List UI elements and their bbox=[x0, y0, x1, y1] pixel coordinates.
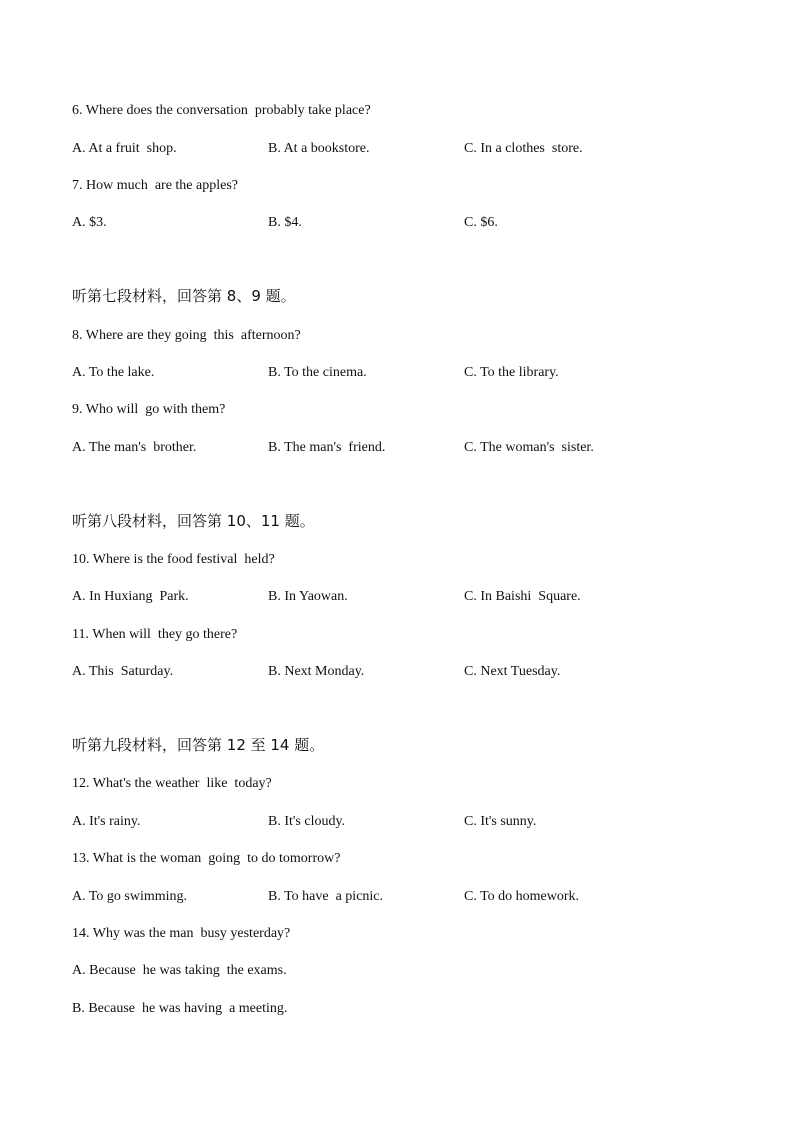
question-13: 13. What is the woman going to do tomorrow? bbox=[72, 851, 341, 866]
question-11: 11. When will they go there? bbox=[72, 627, 238, 642]
q9-option-a: A. The man's brother. bbox=[72, 440, 197, 455]
q7-option-b: B. $4. bbox=[268, 215, 302, 230]
q6-option-c: C. In a clothes store. bbox=[464, 141, 583, 156]
q14-option-b: B. Because he was having a meeting. bbox=[72, 1001, 288, 1016]
question-6: 6. Where does the conversation probably take place? bbox=[72, 103, 371, 118]
question-14: 14. Why was the man busy yesterday? bbox=[72, 926, 291, 941]
q9-option-c: C. The woman's sister. bbox=[464, 440, 594, 455]
section-heading-8: 听第八段材料，回答第 10、11 题。 bbox=[72, 512, 315, 530]
q14-option-a: A. Because he was taking the exams. bbox=[72, 963, 287, 978]
q8-option-c: C. To the library. bbox=[464, 365, 559, 380]
q13-option-c: C. To do homework. bbox=[464, 889, 580, 904]
q10-option-b: B. In Yaowan. bbox=[268, 589, 348, 604]
section-heading-7: 听第七段材料，回答第 8、9 题。 bbox=[72, 287, 296, 305]
q6-option-a: A. At a fruit shop. bbox=[72, 141, 177, 156]
q10-option-a: A. In Huxiang Park. bbox=[72, 589, 189, 604]
q12-option-b: B. It's cloudy. bbox=[268, 814, 346, 829]
question-8: 8. Where are they going this afternoon? bbox=[72, 328, 301, 343]
q8-option-a: A. To the lake. bbox=[72, 365, 155, 380]
q8-option-b: B. To the cinema. bbox=[268, 365, 367, 380]
q12-option-a: A. It's rainy. bbox=[72, 814, 141, 829]
q11-option-b: B. Next Monday. bbox=[268, 664, 365, 679]
question-7: 7. How much are the apples? bbox=[72, 178, 238, 193]
section-heading-9: 听第九段材料，回答第 12 至 14 题。 bbox=[72, 736, 325, 754]
q12-option-c: C. It's sunny. bbox=[464, 814, 537, 829]
q6-option-b: B. At a bookstore. bbox=[268, 141, 370, 156]
q7-option-a: A. $3. bbox=[72, 215, 107, 230]
q10-option-c: C. In Baishi Square. bbox=[464, 589, 581, 604]
q11-option-a: A. This Saturday. bbox=[72, 664, 174, 679]
question-12: 12. What's the weather like today? bbox=[72, 776, 272, 791]
question-9: 9. Who will go with them? bbox=[72, 402, 226, 417]
q9-option-b: B. The man's friend. bbox=[268, 440, 386, 455]
q11-option-c: C. Next Tuesday. bbox=[464, 664, 561, 679]
question-10: 10. Where is the food festival held? bbox=[72, 552, 275, 567]
q13-option-a: A. To go swimming. bbox=[72, 889, 188, 904]
q13-option-b: B. To have a picnic. bbox=[268, 889, 384, 904]
q7-option-c: C. $6. bbox=[464, 215, 498, 230]
